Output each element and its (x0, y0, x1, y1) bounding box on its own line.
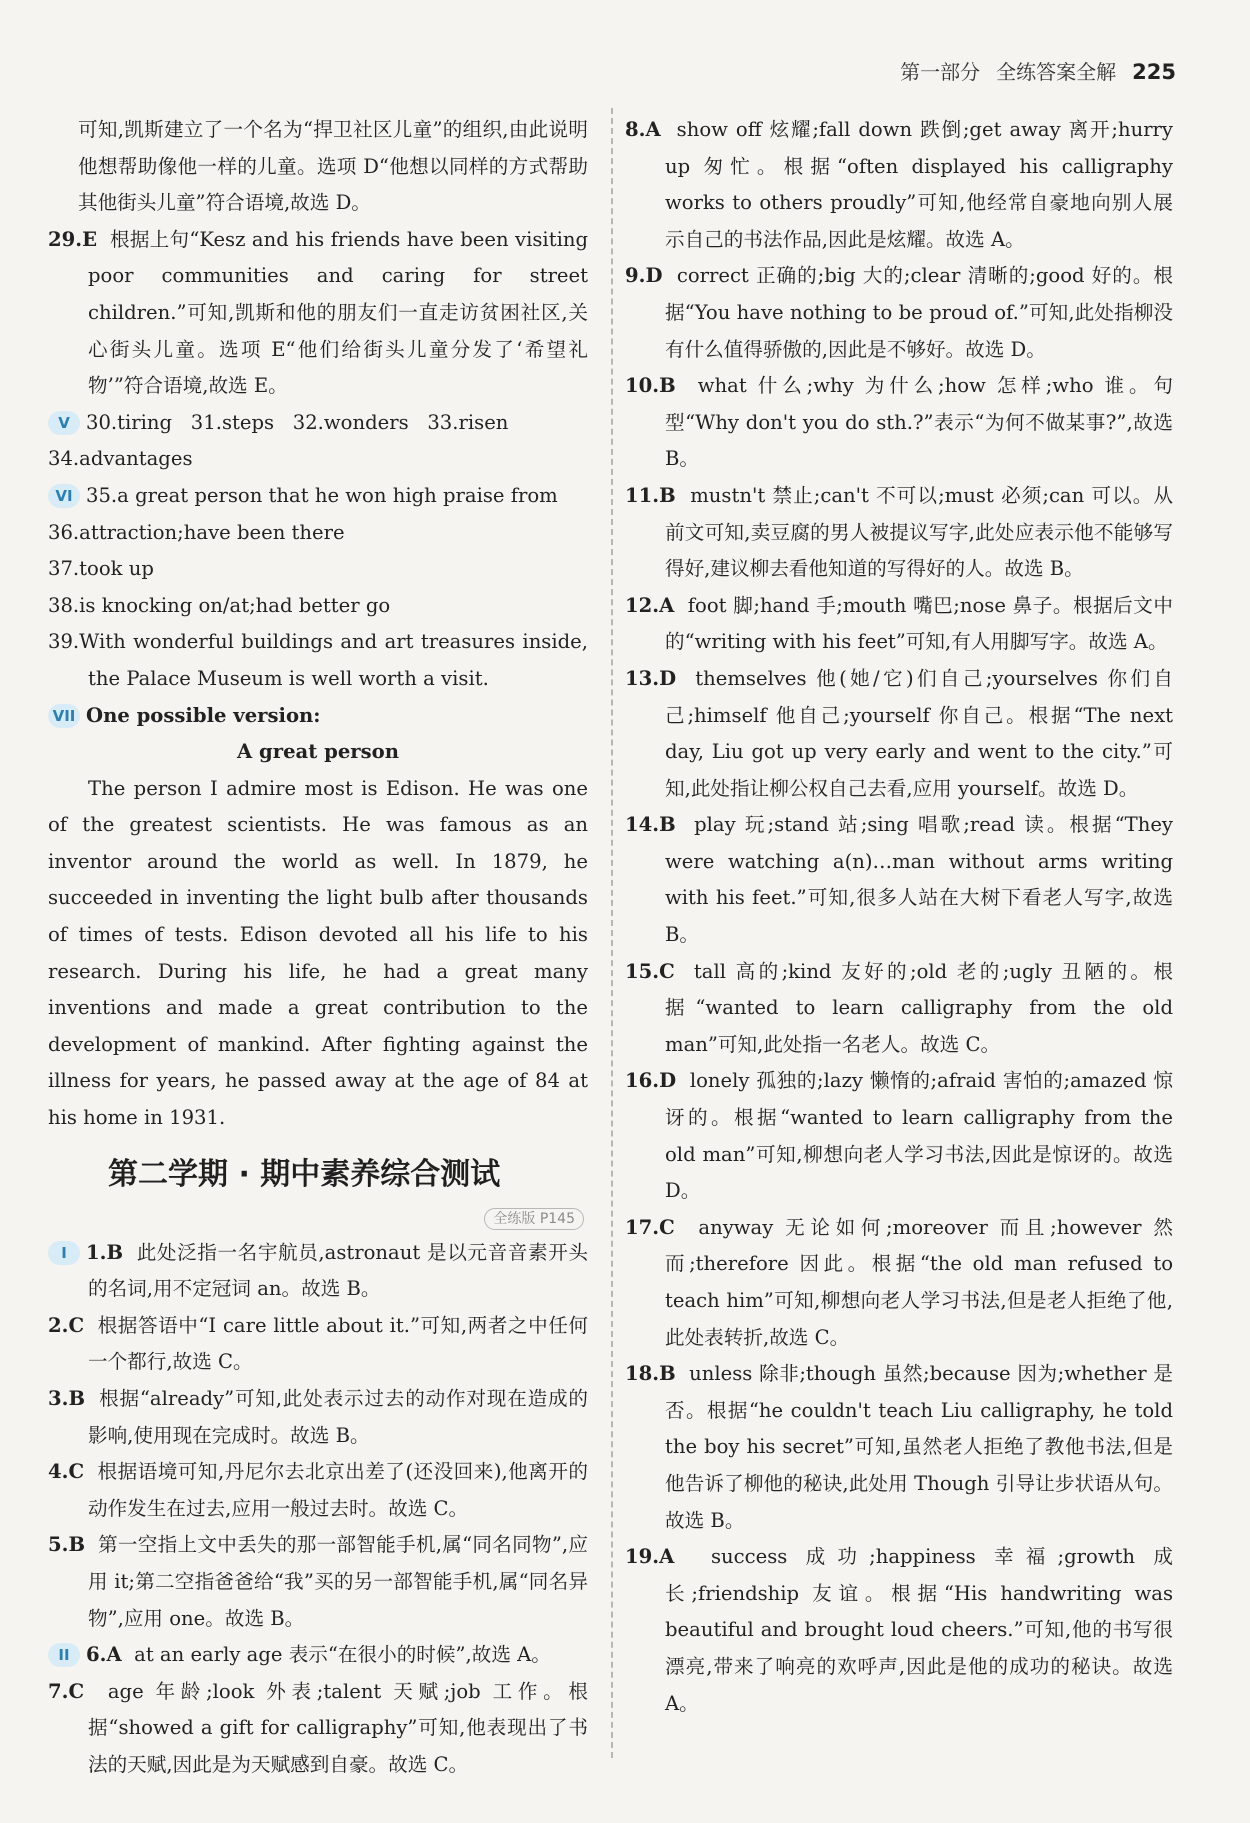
page-header (900, 56, 1176, 85)
section-badge: II (48, 1643, 80, 1667)
answer-number: 12.A (625, 593, 675, 617)
answer-text: tall 高的;kind 友好的;old 老的;ugly 丑陋的。根据“wanted to learn calligraphy from the old man”可知,此处指一名老人。故选 C。 (665, 959, 1173, 1056)
answer-text: at an early age 表示“在很小的时候”,故选 A。 (134, 1643, 551, 1667)
answer-14 (625, 807, 1173, 953)
section-7-line (48, 698, 588, 735)
answer-text: lonely 孤独的;lazy 懒惰的;afraid 害怕的;amazed 惊讶的。根据“wanted to learn calligraphy from the old man”可知,柳想向老人学习书法,因此是惊讶的。故选 D。 (665, 1069, 1173, 1203)
answer-number: 10.B (625, 374, 676, 398)
section-badge: I (48, 1241, 80, 1265)
answer-number: 3.B (48, 1387, 86, 1410)
answer-number: 14.B (625, 813, 676, 837)
answers-30-33: 30.tiring 31.steps 32.wonders 33.risen (86, 410, 509, 434)
answer-35: 35.a great person that he won high praise from (86, 483, 558, 507)
answer-text: what 什么;why 为什么;how 怎样;who 谁。句型“Why don't you do sth.?”表示“为何不做某事?”,故选 B。 (665, 374, 1173, 471)
answer-text: play 玩;stand 站;sing 唱歌;read 读。根据“They were watching a(n)…man without arms writing with his feet.”可知,很多人站在大树下看老人写字,故选 B。 (665, 813, 1173, 947)
answer-number: 4.C (48, 1460, 85, 1484)
answer-10 (625, 368, 1173, 478)
answer-5 (48, 1527, 588, 1637)
answer-1 (48, 1235, 588, 1308)
answer-4 (48, 1454, 588, 1527)
answer-number: 7.C (48, 1679, 85, 1703)
answer-text: correct 正确的;big 大的;clear 清晰的;good 好的。根据“You have nothing to be proud of.”可知,此处指柳没有什么值得骄傲的,因此是不够好。故选 D。 (665, 264, 1173, 361)
answer-text: anyway 无论如何;moreover 而且;however 然而;therefore 因此。根据“the old man refused to teach him”可知,柳想向老人学习书法,但是老人拒绝了他,此处表转折,故选 C。 (665, 1215, 1173, 1349)
section-6-line (48, 478, 588, 515)
answer-39: 39.With wonderful buildings and art treasures inside, the Palace Museum is well worth a visit. (48, 630, 588, 690)
answer-13 (625, 661, 1173, 807)
right-column (625, 112, 1173, 1722)
answer-number: 11.B (625, 483, 676, 507)
answer-17 (625, 1210, 1173, 1356)
answer-number: 9.D (625, 264, 663, 288)
section-badge: V (48, 411, 80, 435)
answer-text: age 年龄;look 外表;talent 天赋;job 工作。根据“showed a gift for calligraphy”可知,他表现出了书法的天赋,因此是为天赋感到自豪。故选 C。 (88, 1679, 588, 1776)
answer-text: themselves 他(她/它)们自己;yourselves 你们自己;himself 他自己;yourself 你自己。根据“The next day, Liu got up very early and went to the city.”可知,此处指让柳公权自己去看,应用 yourself。故选 D。 (665, 666, 1173, 800)
answer-text: 根据“already”可知,此处表示过去的动作对现在造成的影响,使用现在完成时。故选 B。 (88, 1387, 588, 1447)
answer-number: 1.B (86, 1240, 124, 1264)
answer-29 (48, 222, 588, 405)
answer-15 (625, 954, 1173, 1064)
answer-text: 根据语境可知,丹尼尔去北京出差了(还没回来),他离开的动作发生在过去,应用一般过去时。故选 C。 (88, 1460, 588, 1520)
answer-number: 2.C (48, 1313, 85, 1337)
answer-8 (625, 112, 1173, 258)
answer-38: 38.is knocking on/at;had better go (48, 593, 391, 617)
answer-text: 根据答语中“I care little about it.”可知,两者之中任何一个都行,故选 C。 (88, 1313, 588, 1374)
answer-3 (48, 1381, 588, 1454)
header-part: 第一部分 (900, 60, 981, 84)
column-divider (611, 108, 613, 1758)
answer-number: 5.B (48, 1533, 86, 1557)
answer-11 (625, 478, 1173, 588)
section-badge: VI (48, 484, 80, 508)
version-label: One possible version: (86, 703, 321, 727)
answer-37: 37.took up (48, 557, 154, 581)
answer-number: 13.D (625, 666, 677, 690)
answer-text: 第一空指上文中丢失的那一部智能手机,属“同名同物”,应用 it;第二空指爸爸给“我”买的另一部智能手机,属“同名异物”,应用 one。故选 B。 (88, 1533, 588, 1630)
tag-line (48, 1199, 588, 1229)
answer-number: 17.C (625, 1215, 675, 1239)
page-number: 225 (1132, 60, 1176, 84)
answer-19 (625, 1539, 1173, 1722)
answer-36: 36.attraction;have been there (48, 520, 345, 544)
essay-body: The person I admire most is Edison. He was one of the greatest scientists. He was famous as an inventor around the world as well. In 1879, he succeeded in inventing the light bulb after thousands of times of tests. Edison devoted all his life to his research. During his life, he had a great many inventions and made a great contribution to the development of mankind. After fighting against the illness for years, he passed away at the age of 84 at his home in 1931. (48, 776, 588, 1130)
answer-text: success 成功;happiness 幸福;growth 成长;friendship 友谊。根据“His handwriting was beautiful and brought loud cheers.”可知,他的书写很漂亮,带来了响亮的欢呼声,因此是他的成功的秘诀。故选 A。 (665, 1545, 1173, 1715)
answer-7 (48, 1674, 588, 1784)
answer-9 (625, 258, 1173, 368)
essay-title: A great person (237, 740, 399, 764)
answer-continued: 可知,凯斯建立了一个名为“捍卫社区儿童”的组织,由此说明他想帮助像他一样的儿童。选项 D“他想以同样的方式帮助其他街头儿童”符合语境,故选 D。 (78, 118, 588, 215)
answer-number: 8.A (625, 118, 661, 141)
answer-text: foot 脚;hand 手;mouth 嘴巴;nose 鼻子。根据后文中的“writing with his feet”可知,有人用脚写字。故选 A。 (665, 593, 1173, 654)
header-title: 全练答案全解 (996, 60, 1117, 84)
answer-text: 此处泛指一名宇航员,astronaut 是以元音音素开头的名词,用不定冠词 an。故选 B。 (88, 1240, 588, 1301)
answer-number: 16.D (625, 1069, 677, 1093)
left-column (48, 112, 588, 1784)
section-badge: VII (48, 704, 80, 728)
answer-16 (625, 1063, 1173, 1209)
section-5-line (48, 405, 588, 442)
answer-number: 6.A (86, 1643, 122, 1667)
answer-text: mustn't 禁止;can't 不可以;must 必须;can 可以。从前文可知,卖豆腐的男人被提议写字,此处应表示他不能够写得好,建议柳去看他知道的写得好的人。故选 B。 (665, 483, 1173, 581)
answer-text: unless 除非;though 虽然;because 因为;whether 是否。根据“he couldn't teach Liu calligraphy, he told the boy his secret”可知,虽然老人拒绝了教他书法,但是他告诉了柳他的秘诀,此处用 Though 引导让步状语从句。故选 B。 (665, 1362, 1173, 1532)
answer-number: 15.C (625, 959, 675, 983)
answer-number: 18.B (625, 1362, 676, 1386)
answer-number: 29.E (48, 227, 98, 251)
answer-6 (48, 1637, 588, 1674)
answer-34: 34.advantages (48, 447, 193, 471)
answer-number: 19.A (625, 1545, 675, 1569)
answer-12 (625, 588, 1173, 661)
answer-text: 根据上句“Kesz and his friends have been visiting poor communities and caring for street children.”可知,凯斯和他的朋友们一直走访贫困社区,关心街头儿童。选项 E“他们给街头儿童分发了‘希望礼物’”符合语境,故选 E。 (88, 227, 589, 398)
section-title: 第二学期 · 期中素养综合测试 (108, 1156, 501, 1192)
answer-18 (625, 1356, 1173, 1539)
answer-text: show off 炫耀;fall down 跌倒;get away 离开;hurry up 匆忙。根据“often displayed his calligraphy works to others proudly”可知,他经常自豪地向别人展示自己的书法作品,因此是炫耀。故选 A。 (665, 118, 1173, 251)
edition-tag: 全练版 P145 (484, 1208, 584, 1230)
answer-2 (48, 1308, 588, 1381)
